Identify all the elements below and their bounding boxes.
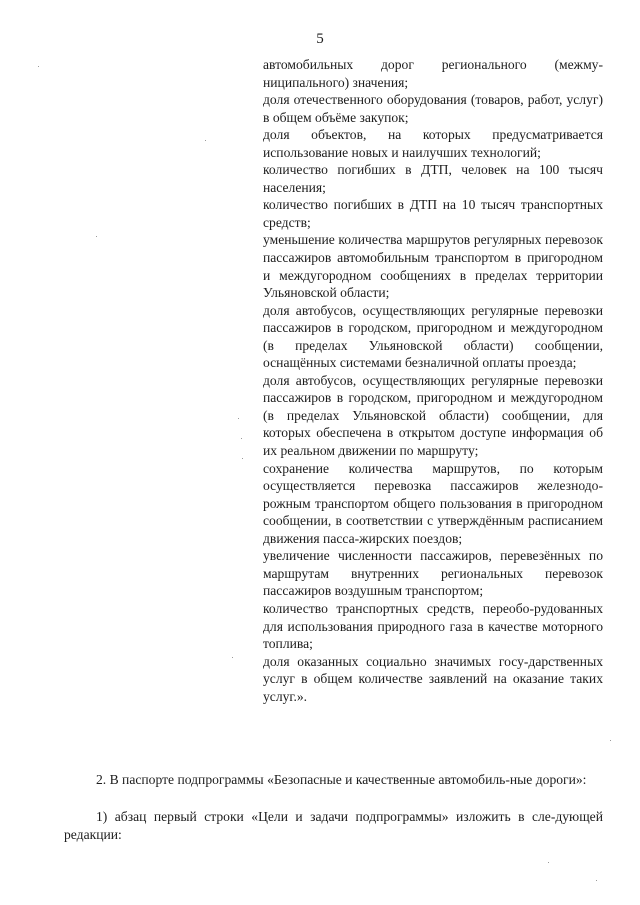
indicator-item: количество транспортных средств, переобо-рудованных для использования природного газа в качестве моторного топлива;: [263, 600, 603, 652]
scan-speck: [238, 418, 239, 419]
indicator-item: доля автобусов, осуществляющих регулярные перевозки пассажиров в городском, пригородном и междугородном (в пределах Ульяновской области) сообщении, оснащённых системами безналичной оплаты проезда;: [263, 302, 603, 371]
scan-speck: [96, 236, 97, 237]
indicator-item: сохранение количества маршрутов, по которым осуществляется перевозка пассажиров железнодо-рожным транспортом общего пользования в пригородном сообщении, в соответствии с утверждённым расписанием движения пасса-жирских поездов;: [263, 460, 603, 546]
scan-speck: [596, 880, 597, 881]
scan-speck: [241, 438, 242, 439]
scan-speck: [548, 862, 549, 863]
scan-speck: [242, 458, 243, 459]
indicator-list: [263, 56, 603, 705]
scan-speck: [610, 740, 611, 741]
indicator-item: доля автобусов, осуществляющих регулярные перевозки пассажиров в городском, пригородном и междугородном (в пределах Ульяновской области) сообщении, для которых обеспечена в открытом доступе информация об их реальном движении по маршруту;: [263, 372, 603, 459]
page-number: 5: [316, 31, 324, 47]
indicator-item: уменьшение количества маршрутов регулярных перевозок пассажиров автомобильным транспортом в пригородном и междугородном сообщениях в пределах территории Ульяновской области;: [263, 232, 603, 301]
scan-speck: [232, 657, 233, 658]
indicator-item: количество погибших в ДТП, человек на 100 тысяч населения;: [263, 162, 603, 195]
indicator-item: доля отечественного оборудования (товаров, работ, услуг) в общем объёме закупок;: [263, 92, 603, 125]
indicator-item: количество погибших в ДТП на 10 тысяч транспортных средств;: [263, 197, 603, 230]
scan-speck: [38, 66, 39, 67]
scan-speck: [205, 140, 206, 141]
paragraph-item-2: 2. В паспорте подпрограммы «Безопасные и качественные автомобиль-ные дороги»:: [96, 772, 587, 787]
indicator-item: доля оказанных социально значимых госу-дарственных услуг в общем количестве заявлений на оказание таких услуг.».: [263, 653, 603, 704]
indicator-item: автомобильных дорог регионального (межму-ниципального) значения;: [263, 57, 603, 90]
indicator-item: увеличение численности пассажиров, перевезённых по маршрутам внутренних региональных перевозок пассажиров воздушным транспортом;: [263, 548, 603, 599]
indicator-item: доля объектов, на которых предусматривается использование новых и наилучших технологий;: [263, 127, 603, 160]
paragraph-item-2-1: 1) абзац первый строки «Цели и задачи подпрограммы» изложить в сле-дующей редакции:: [64, 809, 603, 842]
